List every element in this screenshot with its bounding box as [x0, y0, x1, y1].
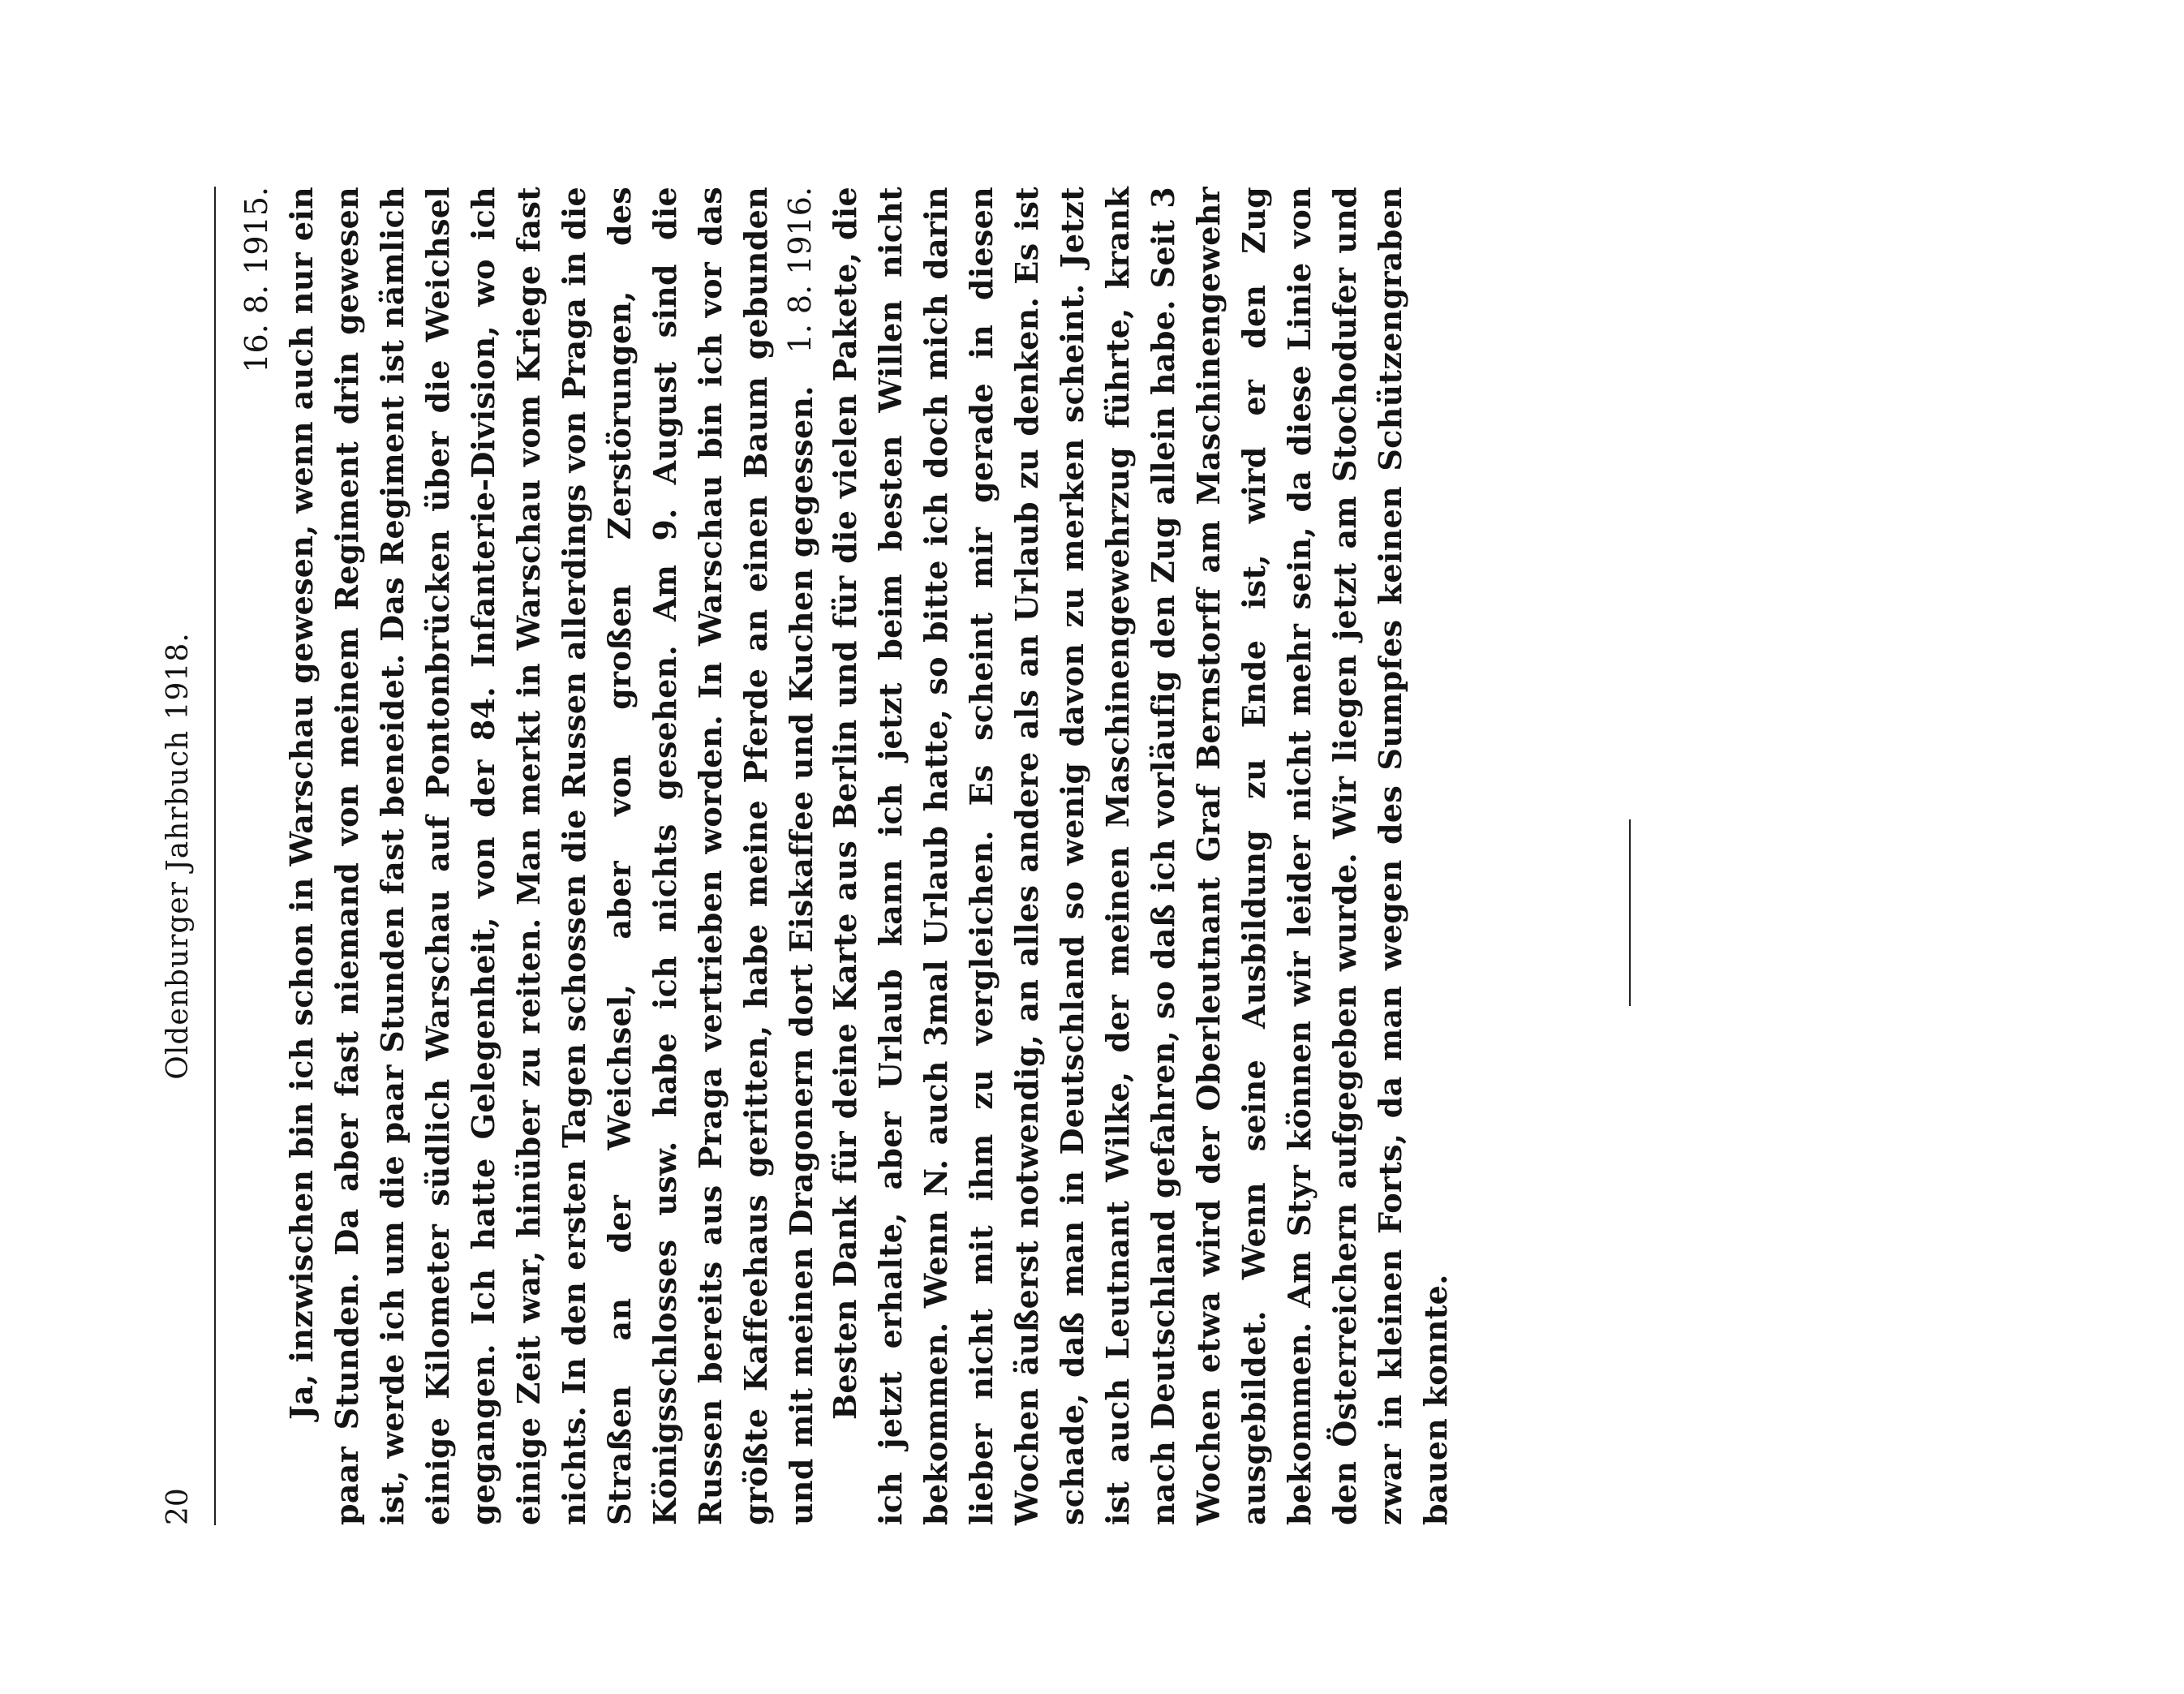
letter-text: Besten Dank für deine Karte aus Berlin und für die vielen Pakete, die ich jetzt erhalte, aber Urlaub kann ich jetzt beim besten Willen nicht bekommen. Wenn N. auch 3mal Urlaub hatte, so bitte ich doch mich darin lieber nicht mit ihm zu vergleichen. Es scheint mir gerade in diesen Wochen äußerst notwendig, an alles andere als an Urlaub zu denken. Es ist schade, daß man in Deutschland so wenig davon zu merken scheint. Jetzt ist auch Leutnant Wilke, der meinen Maschinengewehrzug führte, krank nach Deutschland gefahren, so daß ich vorläufig den Zug allein habe. Seit 3 Wochen etwa wird der Oberleutnant Graf Bernstorff am Maschinengewehr ausgebildet. Wenn seine Ausbildung zu Ende ist, wird er den Zug bekommen. Am Styr können wir leider nicht mehr sein, da diese Linie von den Österreichern aufgegeben wurde. Wir liegen jetzt am Stochodufer und zwar in kleinen Forts, da man wegen des Sumpfes keinen Schützengraben bauen konnte. — [827, 187, 1454, 1525]
book-page — [154, 187, 1454, 1525]
running-title: Oldenburger Jahrbuch 1918. — [161, 632, 195, 1080]
letter-entry — [234, 187, 824, 1525]
section-end-rule — [1629, 819, 1631, 1006]
page-number: 20 — [161, 1488, 195, 1525]
letter-date: 16. 8. 1915. — [239, 187, 274, 373]
letter-text: Ja, inzwischen bin ich schon in Warschau gewesen, wenn auch nur ein paar Stunden. Da aber fast niemand von meinem Regiment drin gewesen ist, werde ich um die paar Stunden fast beneidet. Das Regiment ist nämlich einige Kilometer südlich Warschau auf Pontonbrücken über die Weichsel gegangen. Ich hatte Gelegenheit, von der 84. Infanterie-Division, wo ich einige Zeit war, hinüber zu reiten. Man merkt in Warschau vom Kriege fast nichts. In den ersten Tagen schossen die Russen allerdings von Praga in die Straßen an der Weichsel, aber von großen Zerstörungen, des Königsschlosses usw. habe ich nichts gesehen. Am 9. August sind die Russen bereits aus Praga vertrieben worden. In Warschau bin ich vor das größte Kaffeehaus geritten, habe meine Pferde an einen Baum gebunden und mit meinen Dragonern dort Eiskaffee und Kuchen gegessen. — [283, 187, 819, 1525]
page-header — [154, 187, 203, 1525]
header-rule — [214, 187, 216, 1525]
letter-entry — [777, 187, 1459, 1525]
letter-date: 1. 8. 1916. — [782, 187, 818, 354]
